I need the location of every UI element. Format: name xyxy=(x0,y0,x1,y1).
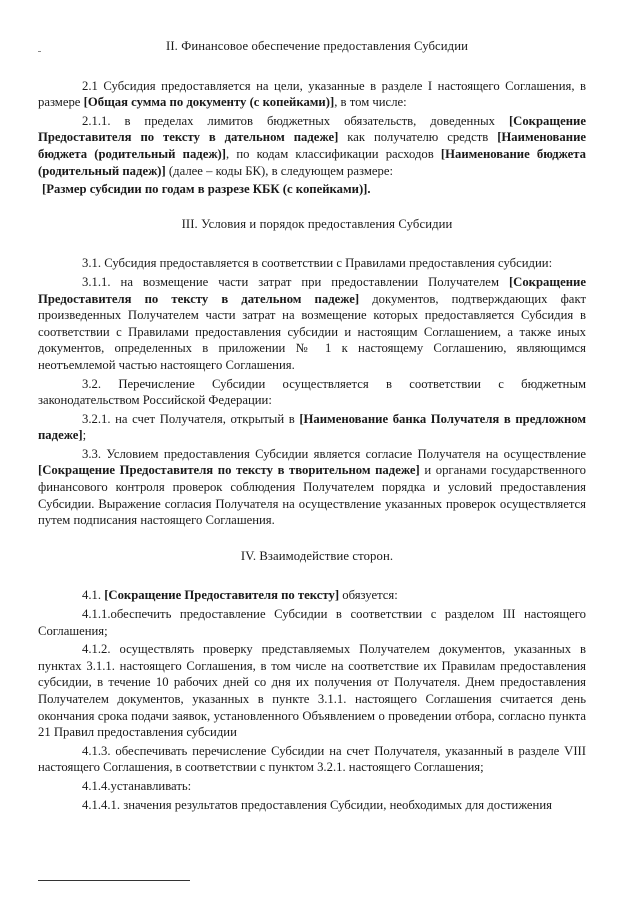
paragraph-4-1-4: 4.1.4.устанавливать: xyxy=(82,778,192,793)
text: и органами государственного финансового контроля проверок соблюдения Получателем порядка и условий предоставления Субсидии. Выражение согласия Получателя на осуществление указанных проверок осуществляется путем подписания настоящего Соглашения. xyxy=(38,463,586,528)
text: 2.1.1. в пределах лимитов бюджетных обязательств, доведенных xyxy=(82,113,509,128)
text: (далее – коды БК), в следующем размере: xyxy=(165,163,394,178)
paragraph-2-1-1 xyxy=(38,113,586,179)
placeholder-field: [Сокращение Предоставителя по тексту в дательном падеже] xyxy=(38,113,586,145)
text: как получателю средств xyxy=(338,130,498,145)
paragraph-3-2: 3.2. Перечисление Субсидии осуществляется в соответствии с бюджетным законодательством Российской Федерации: xyxy=(38,376,586,408)
text: , по кодам классификации расходов xyxy=(226,146,441,161)
text: 3.3. Условием предоставления Субсидии является согласие Получателя на осуществление xyxy=(82,446,586,461)
placeholder-field: [Сокращение Предоставителя по тексту] xyxy=(104,588,340,603)
paragraph-3-3 xyxy=(38,446,586,529)
text: обязуется: xyxy=(339,588,398,603)
text: 4.1. xyxy=(82,588,105,603)
text: документов, подтверждающих факт произведенных Получателем части затрат на возмещение которых предоставляется Субсидия в соответствии с Правилами предоставления субсидии и настоящим Соглашением, а также иных документов, определенных в приложении № 1 к настоящему Соглашению, являющимся неотъемлемой частью настоящего Соглашения. xyxy=(38,291,586,372)
text: , в том числе: xyxy=(334,95,407,110)
text: 3.2.1. на счет Получателя, открытый в xyxy=(82,411,300,426)
footnote-separator xyxy=(38,880,190,881)
scan-mark xyxy=(38,51,41,52)
paragraph-4-1-1: 4.1.1.обеспечить предоставление Субсидии в соответствии с разделом III настоящего Соглашения; xyxy=(38,607,586,638)
text: 3.1.1. на возмещение части затрат при предоставлении Получателем xyxy=(82,274,509,289)
paragraph-3-1-1 xyxy=(38,274,586,374)
placeholder-field: [Сокращение Предоставителя по тексту в дательном падеже] xyxy=(38,274,586,306)
placeholder-field: [Наименование бюджета (родительный падеж)] xyxy=(38,130,587,161)
paragraph-3-2-1 xyxy=(38,411,586,444)
placeholder-field: [Сокращение Предоставителя по тексту в творительном падеже] xyxy=(38,463,420,478)
section-3-heading: III. Условия и порядок предоставления Субсидии xyxy=(181,216,453,231)
paragraph-2-1 xyxy=(38,78,586,111)
placeholder-field: [Наименование бюджета (родительный падеж)] xyxy=(38,146,587,178)
paragraph-4-1 xyxy=(38,587,586,604)
text: ; xyxy=(82,428,87,443)
placeholder-field: [Общая сумма по документу (с копейками)] xyxy=(83,95,335,110)
subsidy-amount-placeholder: [Размер субсидии по годам в разрезе КБК (с копейками)]. xyxy=(42,182,371,197)
section-4-heading: IV. Взаимодействие сторон. xyxy=(240,548,394,563)
paragraph-4-1-4-1: 4.1.4.1. значения результатов предоставления Субсидии, необходимых для достижения xyxy=(82,797,552,812)
section-2-heading: II. Финансовое обеспечение предоставления Субсидии xyxy=(166,39,468,53)
text: 2.1 Субсидия предоставляется на цели, указанные в разделе I настоящего Соглашения, в размере xyxy=(38,78,586,110)
paragraph-4-1-2: 4.1.2. осуществлять проверку представляемых Получателем документов, указанных в пунктах 3.1.1. настоящего Соглашения, в том числе на соответствие их Правилам предоставления субсидии, в течение 10 рабочих дней со дня их получения от Получателя. Днем предоставления Получателем документов, указанных в пункте 3.1.1. настоящего Соглашения считается день окончания срока подачи заявок, установленного Объявлением о проведении отбора, согласно пункта 21 Правил предоставления субсидии xyxy=(38,642,586,740)
paragraph-4-1-3: 4.1.3. обеспечивать перечисление Субсидии на счет Получателя, указанный в разделе VIII настоящего Соглашения, в соответствии с пунктом 3.2.1. настоящего Соглашения; xyxy=(38,743,586,775)
placeholder-field: [Наименование банка Получателя в предложном падеже] xyxy=(38,411,586,443)
paragraph-3-1: 3.1. Субсидия предоставляется в соответствии с Правилами предоставления субсидии: xyxy=(82,256,553,271)
